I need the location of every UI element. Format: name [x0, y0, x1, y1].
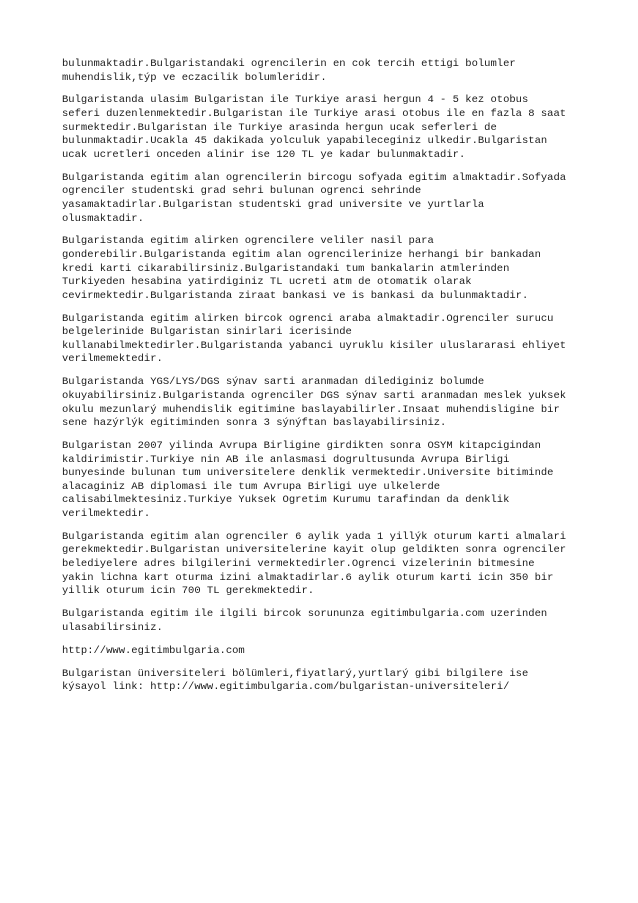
paragraph-shortcut-link[interactable]: Bulgaristan üniversiteleri bölümleri,fiyatlarý,yurtlarý gibi bilgilere ise kýsayol link: http://www.egitimbulgaria.com/bulgaristan-universiteleri/	[62, 667, 529, 694]
paragraph-driving-license: Bulgaristanda egitim alirken bircok ogrenci araba almaktadir.Ogrenciler surucu belgelerinide Bulgaristan sinirlari icerisinde kullanabilmektedirler.Bulgaristanda yabanci uyruklu kisiler uluslararasi ehliyet verilmemektedir.	[62, 312, 567, 366]
paragraph-transportation: Bulgaristanda ulasim Bulgaristan ile Turkiye arasi hergun 4 - 5 kez otobus seferi duzenlenmektedir.Bulgaristan ile Turkiye arasi otobus ile en fazla 8 saat surmektedir.Bulgaristan ile Turkiye arasinda hergun ucak seferleri de bulunmaktadir.Ucakla 45 dakikada yolculuk yapabileceginiz ulkedir.Bulgaristan ucak ucretleri onceden alinir ise 120 TL ye kadar bulunmaktadir.	[62, 94, 567, 161]
paragraph-sofia-studentski-grad: Bulgaristanda egitim alan ogrencilerin bircogu sofyada egitim almaktadir.Sofyada ogrenciler studentski grad sehri bulunan ogrenci sehrinde yasamaktadirlar.Bulgaristan studentski grad universite ve yurtlarla olusmaktadir.	[62, 171, 567, 225]
website-link[interactable]: http://www.egitimbulgaria.com	[62, 644, 245, 657]
paragraph-contact: Bulgaristanda egitim ile ilgili bircok sorununza egitimbulgaria.com uzerinden ulasabilirsiniz.	[62, 608, 548, 634]
document-body	[62, 58, 592, 704]
paragraph-money-transfer: Bulgaristanda egitim alirken ogrencilere veliler nasil para gonderebilir.Bulgaristanda egitim alan ogrencilerinize herhangi bir bankadan kredi karti cikarabilirsiniz.Bulgaristandaki tum bankalarin atmlerinden Turkiyeden hesabina yatirdiginiz TL ucreti atm de otomatik olarak cevirmektedir.Bulgaristanda ziraat bankasi ve is bankasi da bulunmaktadir.	[62, 235, 541, 302]
paragraph-eu-equivalence: Bulgaristan 2007 yilinda Avrupa Birligine girdikten sonra OSYM kitapcigindan kaldirimistir.Turkiye nin AB ile anlasmasi dogrultusunda Avrupa Birligi bunyesinde bulunan tum universitelere denklik vermektedir.Universite bitiminde alacaginiz AB diplomasi ile tum Avrupa Birligi uye ulkelerde calisabilmektesiniz.Turkiye Yuksek Ogretim Kurumu tarafindan da denklik verilmektedir.	[62, 440, 554, 520]
paragraph-study-fields: bulunmaktadir.Bulgaristandaki ogrencilerin en cok tercih ettigi bolumler muhendislik,týp ve eczacilik bolumleridir.	[62, 58, 516, 84]
paragraph-residence-card: Bulgaristanda egitim alan ogrenciler 6 aylik yada 1 yillýk oturum karti almalari gerekmektedir.Bulgaristan universitelerine kayit olup geldikten sonra ogrenciler belediyelere adres bilgilerini vermektedirler.Ogrenci vizelerinin bitmesine yakin lichna kart oturma izini almaktadirlar.6 aylik oturum karti icin 350 bir yillik oturum icin 700 TL gerekmektedir.	[62, 530, 567, 598]
paragraph-exam-requirement: Bulgaristanda YGS/LYS/DGS sýnav sarti aranmadan dilediginiz bolumde okuyabilirsiniz.Bulgaristanda ogrenciler DGS sýnav sarti aranmadan meslek yuksek okulu mezunlarý muhendislik egitimine baslayabilirler.Insaat muhendisligine bir sene hazýrlýk egitiminden sonra 3 sýnýftan baslayabilirsiniz.	[62, 376, 567, 430]
